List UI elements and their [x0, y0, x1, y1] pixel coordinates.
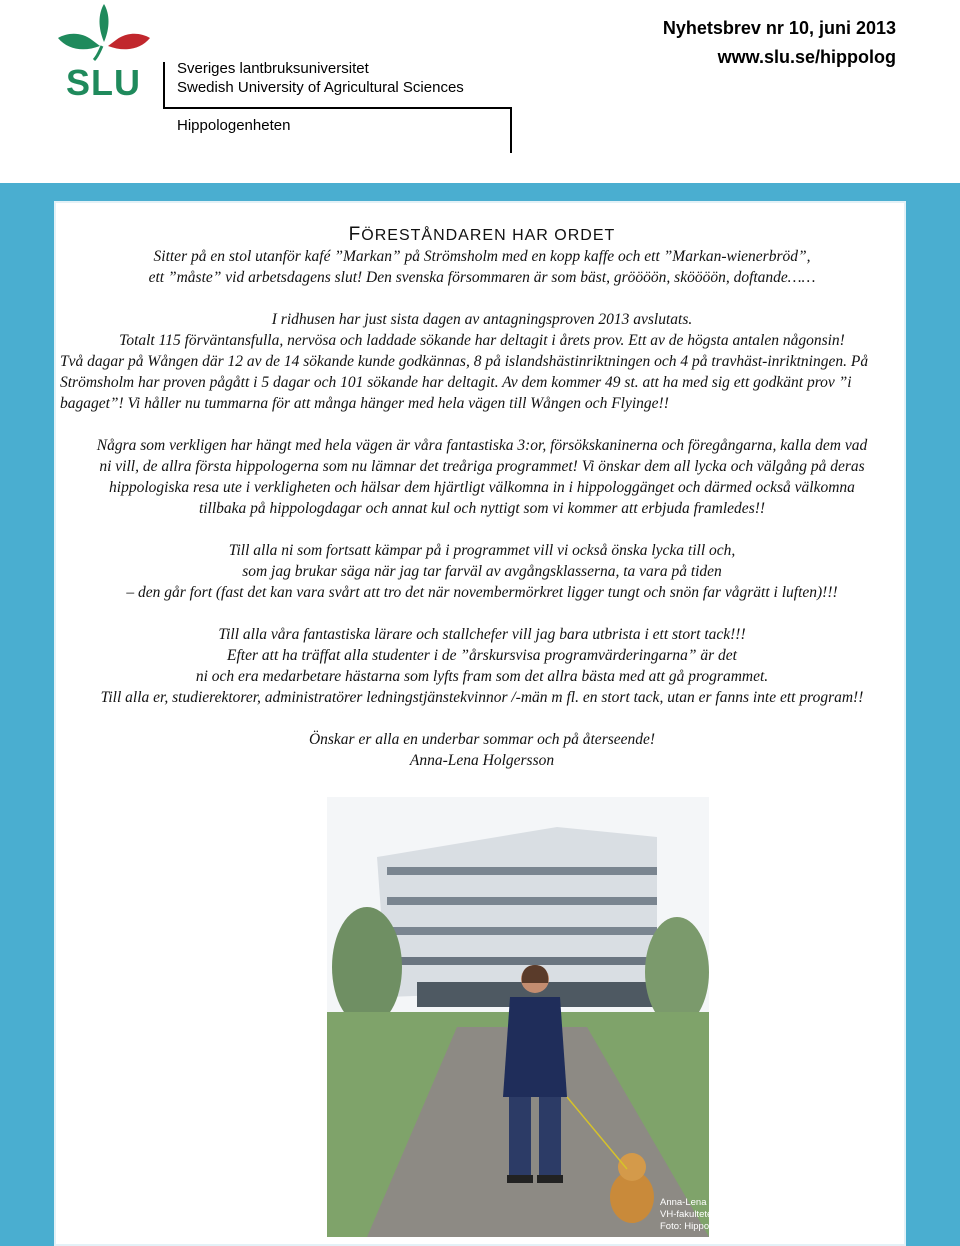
newsletter-issue: Nyhetsbrev nr 10, juni 2013	[662, 18, 896, 38]
article-line: Några som verkligen har hängt med hela vägen är våra fantastiska 3:or, försökskaninerna och föregångarna, kalla dem vad	[96, 437, 868, 454]
divider-horizontal	[163, 107, 511, 109]
page-header	[0, 0, 960, 183]
photo-building-with-person-and-dog	[327, 797, 709, 1237]
article-content	[56, 203, 908, 771]
article-line: ni och era medarbetare hästarna som lyfts fram som det allra bästa med att gå programmet.	[195, 668, 769, 685]
caption-line: Anna-Lena och Tindra utanför det som kommer att bli	[660, 1197, 885, 1208]
slu-wordmark: SLU	[66, 62, 141, 103]
article-line: Till alla våra fantastiska lärare och stallchefer vill jag bara utbrista i ett stort tack!!!	[218, 626, 746, 643]
university-name-sv: Sveriges lantbruksuniversitet	[177, 60, 369, 77]
article-line: tillbaka på hippologdagar och annat kul och nyttigt som vi kommer att erbjuda framledes!!	[198, 500, 766, 517]
article-line: Efter att ha träffat alla studenter i de ”årskursvisa programvärderingarna” är det	[227, 647, 737, 664]
photo-caption	[660, 1197, 900, 1233]
unit-name: Hippologenheten	[177, 117, 291, 134]
article-line: I ridhusen har just sista dagen av antagningsproven 2013 avslutats.	[271, 311, 693, 328]
university-name-en: Swedish University of Agricultural Sciences	[177, 79, 464, 96]
divider-vertical-right	[510, 107, 512, 153]
heading-rest: ÖRESTÅNDAREN HAR ORDET	[361, 227, 616, 244]
article-box	[54, 201, 906, 1246]
website-link[interactable]: www.slu.se/hippolog	[717, 47, 896, 67]
article-line: Sitter på en stol utanför kafé ”Markan” på Strömsholm med en kopp kaffe och ett ”Markan-wienerbröd”,	[153, 248, 811, 265]
article-line: ni vill, de allra första hippologerna som nu lämnar det treåriga programmet! Vi önskar dem all lycka och välgång på deras	[99, 458, 865, 475]
caption-line: Foto: Hippologenheten	[660, 1221, 757, 1232]
article-line: som jag brukar säga när jag tar farväl av avgångsklasserna, ta vara på tiden	[242, 563, 722, 580]
caption-line: VH-fakultetens nya arbetsplats.	[660, 1209, 793, 1220]
article-line: ett ”måste” vid arbetsdagens slut! Den svenska försommaren är som bäst, gröööön, sköööön, doftande……	[148, 269, 816, 286]
article-line: hippologiska resa ute i verkligheten och hälsar dem hjärtligt välkomna in i hippologgänget och därmed också välkomna	[109, 479, 855, 496]
article-paragraph: Två dagar på Wången där 12 av de 14 sökande kunde godkännas, 8 på islandshästinriktningen och 4 på travhäst-inriktningen. På Strömsholm har proven pågått i 5 dagar och 101 sökande har deltagit. Av dem kommer 49 st. att ha med sig ett godkänt prov ”i bagaget”! Vi håller nu tummarna för att många hänger med hela vägen till Wången och Flyinge!!	[60, 353, 869, 412]
signature: Anna-Lena Holgersson	[409, 752, 555, 769]
article-line: Till alla ni som fortsatt kämpar på i programmet vill vi också önska lycka till och,	[228, 542, 736, 559]
article-line: Totalt 115 förväntansfulla, nervösa och laddade sökande har deltagit i årets prov. Ett av de högsta antalen någonsin!	[119, 332, 845, 349]
article-heading	[56, 225, 908, 246]
closing-line: Önskar er alla en underbar sommar och på återseende!	[308, 731, 656, 748]
heading-initial: F	[348, 224, 362, 245]
article-line: Till alla er, studierektorer, administratörer ledningstjänstekvinnor /-män m fl. en stort tack, utan er fanns inte ett program!!	[100, 689, 864, 706]
divider-vertical	[163, 62, 165, 108]
article-line: – den går fort (fast det kan vara svårt att tro det när novembermörkret ligger tungt och snön far vågrätt i luften)!!!	[126, 584, 838, 601]
